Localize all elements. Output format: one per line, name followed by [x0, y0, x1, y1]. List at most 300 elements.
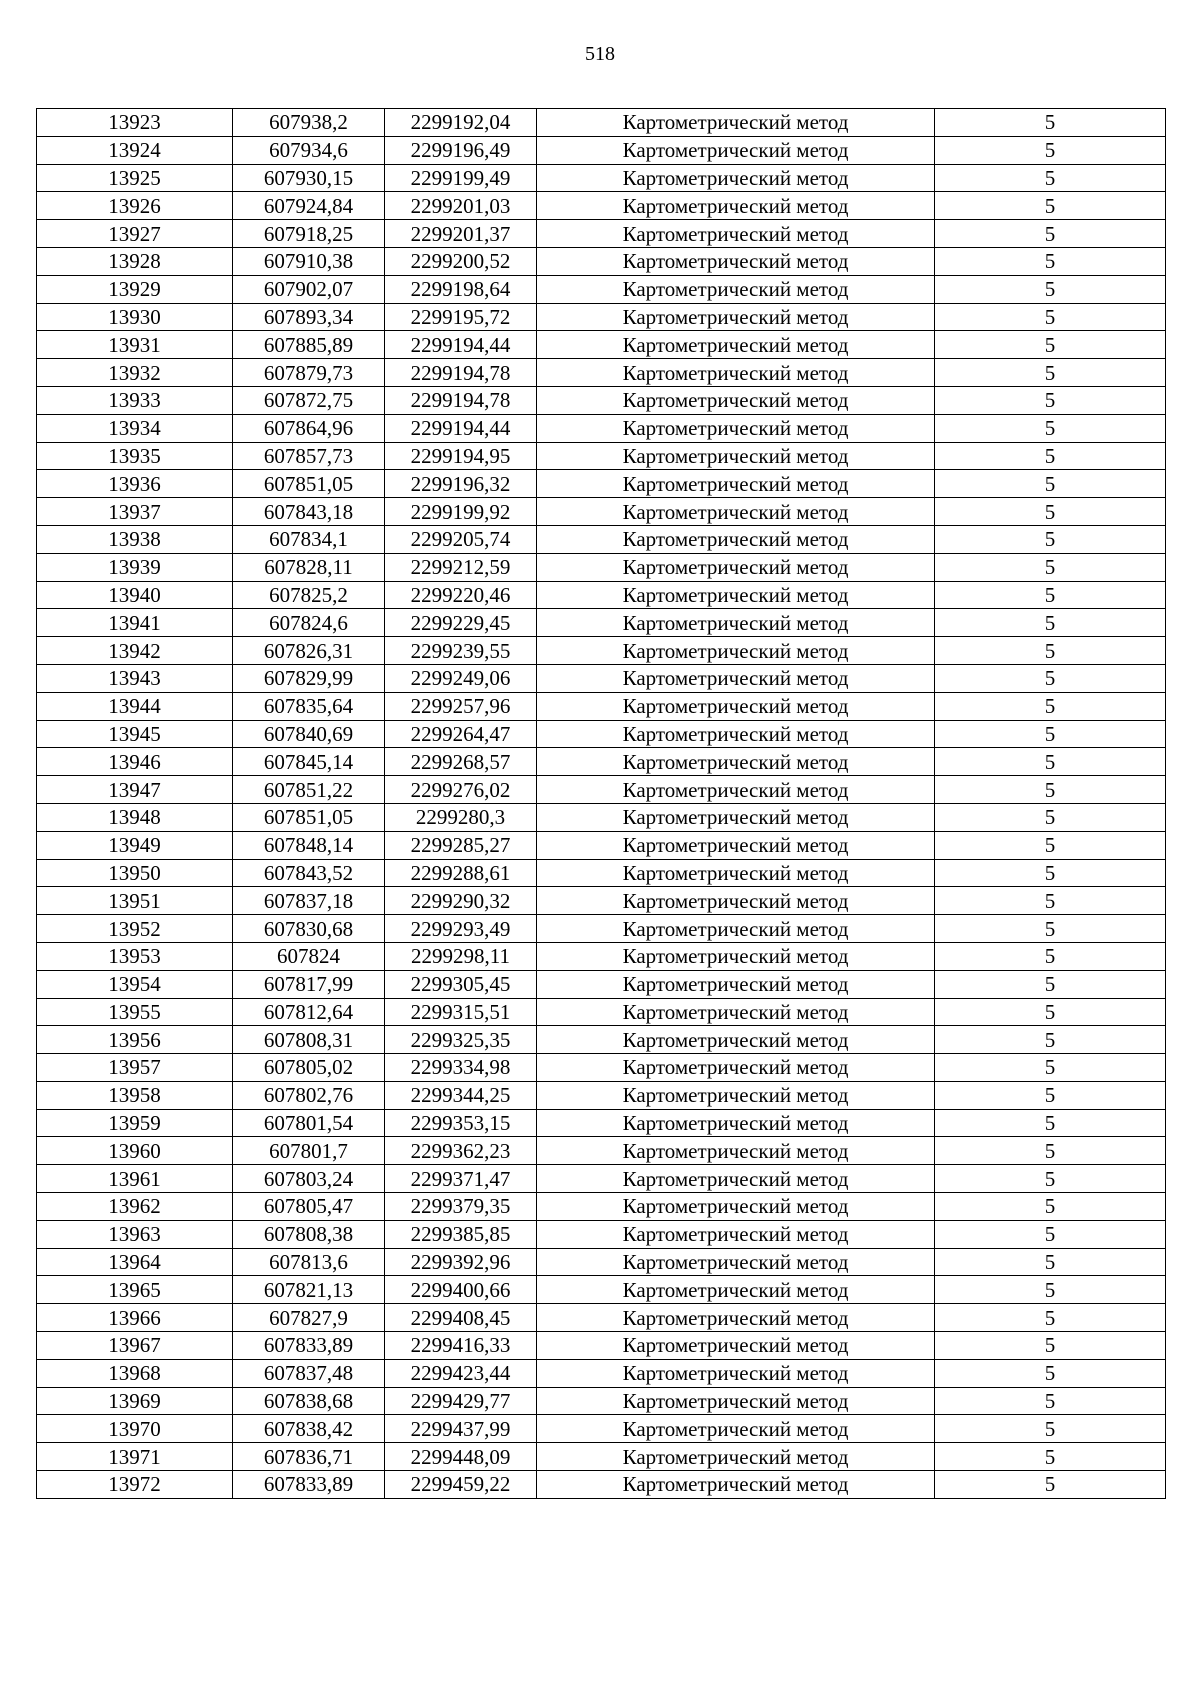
- x-coordinate-cell: 607918,25: [233, 220, 385, 248]
- method-cell: Картометрический метод: [537, 359, 935, 387]
- x-coordinate-cell: 607824,6: [233, 609, 385, 637]
- y-coordinate-cell: 2299385,85: [385, 1220, 537, 1248]
- method-cell: Картометрический метод: [537, 220, 935, 248]
- method-cell: Картометрический метод: [537, 776, 935, 804]
- table-row: [37, 1276, 1166, 1304]
- accuracy-cell: 5: [935, 1471, 1166, 1499]
- accuracy-cell: 5: [935, 247, 1166, 275]
- x-coordinate-cell: 607851,22: [233, 776, 385, 804]
- point-number-cell: 13948: [37, 803, 233, 831]
- point-number-cell: 13972: [37, 1471, 233, 1499]
- point-number-cell: 13970: [37, 1415, 233, 1443]
- accuracy-cell: 5: [935, 275, 1166, 303]
- method-cell: Картометрический метод: [537, 831, 935, 859]
- point-number-cell: 13966: [37, 1304, 233, 1332]
- table-row: [37, 1220, 1166, 1248]
- x-coordinate-cell: 607812,64: [233, 998, 385, 1026]
- point-number-cell: 13944: [37, 692, 233, 720]
- accuracy-cell: 5: [935, 192, 1166, 220]
- point-number-cell: 13955: [37, 998, 233, 1026]
- point-number-cell: 13936: [37, 470, 233, 498]
- point-number-cell: 13930: [37, 303, 233, 331]
- method-cell: Картометрический метод: [537, 386, 935, 414]
- point-number-cell: 13964: [37, 1248, 233, 1276]
- point-number-cell: 13959: [37, 1109, 233, 1137]
- y-coordinate-cell: 2299196,49: [385, 136, 537, 164]
- x-coordinate-cell: 607934,6: [233, 136, 385, 164]
- point-number-cell: 13939: [37, 553, 233, 581]
- method-cell: Картометрический метод: [537, 275, 935, 303]
- accuracy-cell: 5: [935, 637, 1166, 665]
- method-cell: Картометрический метод: [537, 442, 935, 470]
- accuracy-cell: 5: [935, 1415, 1166, 1443]
- table-row: [37, 1471, 1166, 1499]
- method-cell: Картометрический метод: [537, 1193, 935, 1221]
- table-row: [37, 164, 1166, 192]
- coordinates-table-body: [37, 109, 1166, 1499]
- table-row: [37, 525, 1166, 553]
- point-number-cell: 13958: [37, 1081, 233, 1109]
- y-coordinate-cell: 2299194,44: [385, 414, 537, 442]
- accuracy-cell: 5: [935, 803, 1166, 831]
- x-coordinate-cell: 607843,18: [233, 498, 385, 526]
- table-row: [37, 1248, 1166, 1276]
- x-coordinate-cell: 607938,2: [233, 109, 385, 137]
- table-row: [37, 359, 1166, 387]
- accuracy-cell: 5: [935, 1054, 1166, 1082]
- accuracy-cell: 5: [935, 581, 1166, 609]
- y-coordinate-cell: 2299239,55: [385, 637, 537, 665]
- method-cell: Картометрический метод: [537, 1026, 935, 1054]
- y-coordinate-cell: 2299298,11: [385, 942, 537, 970]
- method-cell: Картометрический метод: [537, 1248, 935, 1276]
- table-row: [37, 970, 1166, 998]
- x-coordinate-cell: 607845,14: [233, 748, 385, 776]
- point-number-cell: 13942: [37, 637, 233, 665]
- y-coordinate-cell: 2299276,02: [385, 776, 537, 804]
- y-coordinate-cell: 2299201,37: [385, 220, 537, 248]
- y-coordinate-cell: 2299344,25: [385, 1081, 537, 1109]
- method-cell: Картометрический метод: [537, 136, 935, 164]
- x-coordinate-cell: 607817,99: [233, 970, 385, 998]
- method-cell: Картометрический метод: [537, 720, 935, 748]
- table-row: [37, 1415, 1166, 1443]
- y-coordinate-cell: 2299264,47: [385, 720, 537, 748]
- method-cell: Картометрический метод: [537, 803, 935, 831]
- y-coordinate-cell: 2299362,23: [385, 1137, 537, 1165]
- method-cell: Картометрический метод: [537, 942, 935, 970]
- point-number-cell: 13938: [37, 525, 233, 553]
- point-number-cell: 13963: [37, 1220, 233, 1248]
- method-cell: Картометрический метод: [537, 664, 935, 692]
- y-coordinate-cell: 2299192,04: [385, 109, 537, 137]
- method-cell: Картометрический метод: [537, 970, 935, 998]
- y-coordinate-cell: 2299229,45: [385, 609, 537, 637]
- x-coordinate-cell: 607835,64: [233, 692, 385, 720]
- point-number-cell: 13968: [37, 1359, 233, 1387]
- y-coordinate-cell: 2299315,51: [385, 998, 537, 1026]
- table-row: [37, 1387, 1166, 1415]
- y-coordinate-cell: 2299257,96: [385, 692, 537, 720]
- accuracy-cell: 5: [935, 1443, 1166, 1471]
- table-row: [37, 247, 1166, 275]
- method-cell: Картометрический метод: [537, 1304, 935, 1332]
- x-coordinate-cell: 607801,7: [233, 1137, 385, 1165]
- y-coordinate-cell: 2299429,77: [385, 1387, 537, 1415]
- point-number-cell: 13965: [37, 1276, 233, 1304]
- point-number-cell: 13952: [37, 915, 233, 943]
- x-coordinate-cell: 607813,6: [233, 1248, 385, 1276]
- x-coordinate-cell: 607851,05: [233, 803, 385, 831]
- table-row: [37, 581, 1166, 609]
- x-coordinate-cell: 607902,07: [233, 275, 385, 303]
- accuracy-cell: 5: [935, 525, 1166, 553]
- accuracy-cell: 5: [935, 1276, 1166, 1304]
- method-cell: Картометрический метод: [537, 1332, 935, 1360]
- point-number-cell: 13945: [37, 720, 233, 748]
- accuracy-cell: 5: [935, 887, 1166, 915]
- y-coordinate-cell: 2299249,06: [385, 664, 537, 692]
- table-row: [37, 1304, 1166, 1332]
- accuracy-cell: 5: [935, 359, 1166, 387]
- method-cell: Картометрический метод: [537, 1387, 935, 1415]
- table-row: [37, 692, 1166, 720]
- x-coordinate-cell: 607833,89: [233, 1332, 385, 1360]
- point-number-cell: 13946: [37, 748, 233, 776]
- method-cell: Картометрический метод: [537, 1415, 935, 1443]
- table-row: [37, 220, 1166, 248]
- point-number-cell: 13961: [37, 1165, 233, 1193]
- x-coordinate-cell: 607836,71: [233, 1443, 385, 1471]
- y-coordinate-cell: 2299448,09: [385, 1443, 537, 1471]
- table-row: [37, 720, 1166, 748]
- accuracy-cell: 5: [935, 303, 1166, 331]
- table-row: [37, 275, 1166, 303]
- method-cell: Картометрический метод: [537, 887, 935, 915]
- point-number-cell: 13962: [37, 1193, 233, 1221]
- x-coordinate-cell: 607824: [233, 942, 385, 970]
- accuracy-cell: 5: [935, 998, 1166, 1026]
- accuracy-cell: 5: [935, 331, 1166, 359]
- method-cell: Картометрический метод: [537, 1220, 935, 1248]
- point-number-cell: 13934: [37, 414, 233, 442]
- x-coordinate-cell: 607827,9: [233, 1304, 385, 1332]
- x-coordinate-cell: 607851,05: [233, 470, 385, 498]
- x-coordinate-cell: 607857,73: [233, 442, 385, 470]
- y-coordinate-cell: 2299201,03: [385, 192, 537, 220]
- x-coordinate-cell: 607802,76: [233, 1081, 385, 1109]
- accuracy-cell: 5: [935, 664, 1166, 692]
- table-row: [37, 1332, 1166, 1360]
- x-coordinate-cell: 607801,54: [233, 1109, 385, 1137]
- point-number-cell: 13924: [37, 136, 233, 164]
- method-cell: Картометрический метод: [537, 748, 935, 776]
- accuracy-cell: 5: [935, 1248, 1166, 1276]
- y-coordinate-cell: 2299220,46: [385, 581, 537, 609]
- point-number-cell: 13926: [37, 192, 233, 220]
- accuracy-cell: 5: [935, 1304, 1166, 1332]
- method-cell: Картометрический метод: [537, 525, 935, 553]
- method-cell: Картометрический метод: [537, 1471, 935, 1499]
- point-number-cell: 13951: [37, 887, 233, 915]
- x-coordinate-cell: 607837,48: [233, 1359, 385, 1387]
- accuracy-cell: 5: [935, 692, 1166, 720]
- method-cell: Картометрический метод: [537, 637, 935, 665]
- accuracy-cell: 5: [935, 442, 1166, 470]
- accuracy-cell: 5: [935, 1193, 1166, 1221]
- table-row: [37, 887, 1166, 915]
- point-number-cell: 13940: [37, 581, 233, 609]
- accuracy-cell: 5: [935, 1081, 1166, 1109]
- y-coordinate-cell: 2299392,96: [385, 1248, 537, 1276]
- y-coordinate-cell: 2299205,74: [385, 525, 537, 553]
- accuracy-cell: 5: [935, 414, 1166, 442]
- table-row: [37, 776, 1166, 804]
- point-number-cell: 13932: [37, 359, 233, 387]
- accuracy-cell: 5: [935, 1220, 1166, 1248]
- x-coordinate-cell: 607828,11: [233, 553, 385, 581]
- x-coordinate-cell: 607803,24: [233, 1165, 385, 1193]
- method-cell: Картометрический метод: [537, 692, 935, 720]
- method-cell: Картометрический метод: [537, 498, 935, 526]
- method-cell: Картометрический метод: [537, 1137, 935, 1165]
- x-coordinate-cell: 607872,75: [233, 386, 385, 414]
- table-row: [37, 192, 1166, 220]
- method-cell: Картометрический метод: [537, 247, 935, 275]
- method-cell: Картометрический метод: [537, 553, 935, 581]
- x-coordinate-cell: 607834,1: [233, 525, 385, 553]
- table-row: [37, 609, 1166, 637]
- method-cell: Картометрический метод: [537, 1054, 935, 1082]
- y-coordinate-cell: 2299198,64: [385, 275, 537, 303]
- accuracy-cell: 5: [935, 1109, 1166, 1137]
- table-row: [37, 136, 1166, 164]
- x-coordinate-cell: 607910,38: [233, 247, 385, 275]
- accuracy-cell: 5: [935, 859, 1166, 887]
- method-cell: Картометрический метод: [537, 331, 935, 359]
- x-coordinate-cell: 607893,34: [233, 303, 385, 331]
- y-coordinate-cell: 2299199,92: [385, 498, 537, 526]
- y-coordinate-cell: 2299195,72: [385, 303, 537, 331]
- x-coordinate-cell: 607838,42: [233, 1415, 385, 1443]
- accuracy-cell: 5: [935, 831, 1166, 859]
- table-row: [37, 748, 1166, 776]
- accuracy-cell: 5: [935, 136, 1166, 164]
- table-row: [37, 470, 1166, 498]
- x-coordinate-cell: 607885,89: [233, 331, 385, 359]
- point-number-cell: 13929: [37, 275, 233, 303]
- method-cell: Картометрический метод: [537, 581, 935, 609]
- table-row: [37, 1193, 1166, 1221]
- method-cell: Картометрический метод: [537, 192, 935, 220]
- accuracy-cell: 5: [935, 498, 1166, 526]
- table-row: [37, 1165, 1166, 1193]
- accuracy-cell: 5: [935, 1165, 1166, 1193]
- y-coordinate-cell: 2299196,32: [385, 470, 537, 498]
- table-row: [37, 942, 1166, 970]
- y-coordinate-cell: 2299194,44: [385, 331, 537, 359]
- point-number-cell: 13933: [37, 386, 233, 414]
- x-coordinate-cell: 607805,02: [233, 1054, 385, 1082]
- x-coordinate-cell: 607879,73: [233, 359, 385, 387]
- y-coordinate-cell: 2299353,15: [385, 1109, 537, 1137]
- y-coordinate-cell: 2299199,49: [385, 164, 537, 192]
- table-row: [37, 803, 1166, 831]
- table-row: [37, 498, 1166, 526]
- accuracy-cell: 5: [935, 553, 1166, 581]
- table-row: [37, 637, 1166, 665]
- table-row: [37, 553, 1166, 581]
- coordinates-table: [36, 108, 1166, 1499]
- point-number-cell: 13935: [37, 442, 233, 470]
- x-coordinate-cell: 607843,52: [233, 859, 385, 887]
- table-row: [37, 414, 1166, 442]
- method-cell: Картометрический метод: [537, 303, 935, 331]
- y-coordinate-cell: 2299305,45: [385, 970, 537, 998]
- x-coordinate-cell: 607864,96: [233, 414, 385, 442]
- y-coordinate-cell: 2299288,61: [385, 859, 537, 887]
- x-coordinate-cell: 607930,15: [233, 164, 385, 192]
- table-row: [37, 109, 1166, 137]
- method-cell: Картометрический метод: [537, 164, 935, 192]
- point-number-cell: 13971: [37, 1443, 233, 1471]
- x-coordinate-cell: 607829,99: [233, 664, 385, 692]
- table-row: [37, 303, 1166, 331]
- y-coordinate-cell: 2299285,27: [385, 831, 537, 859]
- accuracy-cell: 5: [935, 748, 1166, 776]
- method-cell: Картометрический метод: [537, 470, 935, 498]
- method-cell: Картометрический метод: [537, 414, 935, 442]
- accuracy-cell: 5: [935, 1332, 1166, 1360]
- point-number-cell: 13923: [37, 109, 233, 137]
- accuracy-cell: 5: [935, 1026, 1166, 1054]
- accuracy-cell: 5: [935, 720, 1166, 748]
- table-row: [37, 1359, 1166, 1387]
- x-coordinate-cell: 607840,69: [233, 720, 385, 748]
- method-cell: Картометрический метод: [537, 1276, 935, 1304]
- table-row: [37, 331, 1166, 359]
- point-number-cell: 13957: [37, 1054, 233, 1082]
- point-number-cell: 13928: [37, 247, 233, 275]
- x-coordinate-cell: 607924,84: [233, 192, 385, 220]
- table-row: [37, 998, 1166, 1026]
- method-cell: Картометрический метод: [537, 1109, 935, 1137]
- table-row: [37, 1443, 1166, 1471]
- accuracy-cell: 5: [935, 776, 1166, 804]
- method-cell: Картометрический метод: [537, 1081, 935, 1109]
- point-number-cell: 13954: [37, 970, 233, 998]
- point-number-cell: 13949: [37, 831, 233, 859]
- point-number-cell: 13927: [37, 220, 233, 248]
- point-number-cell: 13947: [37, 776, 233, 804]
- page-number: 518: [585, 43, 615, 65]
- table-row: [37, 1026, 1166, 1054]
- y-coordinate-cell: 2299371,47: [385, 1165, 537, 1193]
- accuracy-cell: 5: [935, 164, 1166, 192]
- point-number-cell: 13943: [37, 664, 233, 692]
- point-number-cell: 13937: [37, 498, 233, 526]
- y-coordinate-cell: 2299293,49: [385, 915, 537, 943]
- accuracy-cell: 5: [935, 609, 1166, 637]
- table-row: [37, 1054, 1166, 1082]
- x-coordinate-cell: 607826,31: [233, 637, 385, 665]
- y-coordinate-cell: 2299194,78: [385, 386, 537, 414]
- y-coordinate-cell: 2299325,35: [385, 1026, 537, 1054]
- method-cell: Картометрический метод: [537, 859, 935, 887]
- y-coordinate-cell: 2299408,45: [385, 1304, 537, 1332]
- table-row: [37, 831, 1166, 859]
- accuracy-cell: 5: [935, 109, 1166, 137]
- table-row: [37, 1081, 1166, 1109]
- y-coordinate-cell: 2299290,32: [385, 887, 537, 915]
- method-cell: Картометрический метод: [537, 1443, 935, 1471]
- method-cell: Картометрический метод: [537, 609, 935, 637]
- y-coordinate-cell: 2299268,57: [385, 748, 537, 776]
- accuracy-cell: 5: [935, 220, 1166, 248]
- accuracy-cell: 5: [935, 942, 1166, 970]
- accuracy-cell: 5: [935, 470, 1166, 498]
- table-row: [37, 442, 1166, 470]
- table-row: [37, 386, 1166, 414]
- accuracy-cell: 5: [935, 970, 1166, 998]
- table-row: [37, 664, 1166, 692]
- accuracy-cell: 5: [935, 915, 1166, 943]
- x-coordinate-cell: 607833,89: [233, 1471, 385, 1499]
- x-coordinate-cell: 607805,47: [233, 1193, 385, 1221]
- point-number-cell: 13960: [37, 1137, 233, 1165]
- table-row: [37, 1109, 1166, 1137]
- y-coordinate-cell: 2299194,95: [385, 442, 537, 470]
- accuracy-cell: 5: [935, 1387, 1166, 1415]
- point-number-cell: 13953: [37, 942, 233, 970]
- x-coordinate-cell: 607830,68: [233, 915, 385, 943]
- accuracy-cell: 5: [935, 1137, 1166, 1165]
- point-number-cell: 13931: [37, 331, 233, 359]
- y-coordinate-cell: 2299459,22: [385, 1471, 537, 1499]
- x-coordinate-cell: 607808,38: [233, 1220, 385, 1248]
- point-number-cell: 13956: [37, 1026, 233, 1054]
- y-coordinate-cell: 2299416,33: [385, 1332, 537, 1360]
- point-number-cell: 13950: [37, 859, 233, 887]
- table-row: [37, 915, 1166, 943]
- accuracy-cell: 5: [935, 386, 1166, 414]
- method-cell: Картометрический метод: [537, 1359, 935, 1387]
- x-coordinate-cell: 607825,2: [233, 581, 385, 609]
- y-coordinate-cell: 2299212,59: [385, 553, 537, 581]
- y-coordinate-cell: 2299280,3: [385, 803, 537, 831]
- x-coordinate-cell: 607821,13: [233, 1276, 385, 1304]
- point-number-cell: 13925: [37, 164, 233, 192]
- table-row: [37, 1137, 1166, 1165]
- x-coordinate-cell: 607848,14: [233, 831, 385, 859]
- y-coordinate-cell: 2299423,44: [385, 1359, 537, 1387]
- method-cell: Картометрический метод: [537, 109, 935, 137]
- method-cell: Картометрический метод: [537, 915, 935, 943]
- point-number-cell: 13967: [37, 1332, 233, 1360]
- y-coordinate-cell: 2299437,99: [385, 1415, 537, 1443]
- y-coordinate-cell: 2299400,66: [385, 1276, 537, 1304]
- point-number-cell: 13969: [37, 1387, 233, 1415]
- y-coordinate-cell: 2299334,98: [385, 1054, 537, 1082]
- y-coordinate-cell: 2299194,78: [385, 359, 537, 387]
- accuracy-cell: 5: [935, 1359, 1166, 1387]
- point-number-cell: 13941: [37, 609, 233, 637]
- y-coordinate-cell: 2299200,52: [385, 247, 537, 275]
- x-coordinate-cell: 607837,18: [233, 887, 385, 915]
- table-row: [37, 859, 1166, 887]
- y-coordinate-cell: 2299379,35: [385, 1193, 537, 1221]
- x-coordinate-cell: 607808,31: [233, 1026, 385, 1054]
